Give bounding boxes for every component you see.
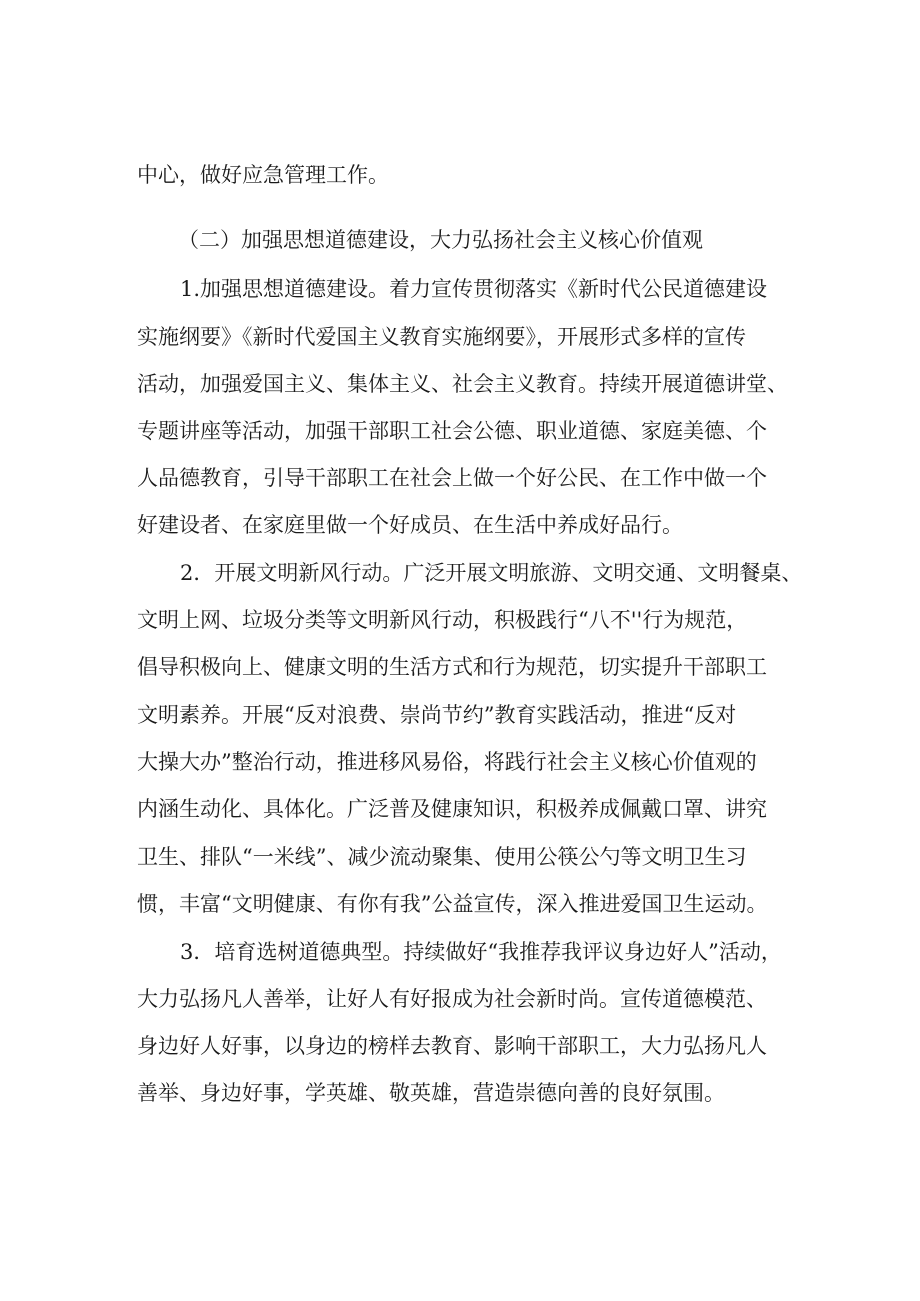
paragraph-3-line-2: 大力弘扬凡人善举，让好人有好报成为社会新时尚。宣传道德模范、 xyxy=(137,987,767,1011)
paragraph-2-line-4: 文明素养。开展“反对浪费、崇尚节约”教育实践活动，推进“反对 xyxy=(137,703,737,727)
paragraph-1-line-1: 1.加强思想道德建设。着力宣传贯彻落实《新时代公民道德建设 xyxy=(180,277,768,301)
paragraph-2-line-8: 惯，丰富“文明健康、有你有我”公益宣传，深入推进爱国卫生运动。 xyxy=(137,892,768,916)
paragraph-3-line-4: 善举、身边好事，学英雄、敬英雄，营造崇德向善的良好氛围。 xyxy=(137,1081,725,1105)
paragraph-3-line-1: 3．培育选树道德典型。持续做好“我推荐我评议身边好人”活动， xyxy=(180,940,782,964)
body-line-continuation: 中心，做好应急管理工作。 xyxy=(137,163,389,187)
paragraph-1-line-5: 人品德教育，引导干部职工在社会上做一个好公民、在工作中做一个 xyxy=(137,466,767,490)
section-heading: （二）加强思想道德建设，大力弘扬社会主义核心价值观 xyxy=(178,228,703,252)
paragraph-2-line-5: 大操大办”整治行动，推进移风易俗，将践行社会主义核心价值观的 xyxy=(137,750,757,774)
paragraph-1-line-2: 实施纲要》《新时代爱国主义教育实施纲要》，开展形式多样的宣传 xyxy=(137,325,746,349)
paragraph-1-line-3: 活动，加强爱国主义、集体主义、社会主义教育。持续开展道德讲堂、 xyxy=(137,372,788,396)
paragraph-3-line-3: 身边好人好事，以身边的榜样去教育、影响干部职工，大力弘扬凡人 xyxy=(137,1034,767,1058)
paragraph-2-line-7: 卫生、排队“一米线”、减少流动聚集、使用公筷公勺等文明卫生习 xyxy=(137,845,747,869)
paragraph-2-line-2: 文明上网、垃圾分类等文明新风行动，积极践行“八不''行为规范， xyxy=(137,608,748,632)
paragraph-2-line-6: 内涵生动化、具体化。广泛普及健康知识，积极养成佩戴口罩、讲究 xyxy=(137,797,767,821)
paragraph-1-line-6: 好建设者、在家庭里做一个好成员、在生活中养成好品行。 xyxy=(137,513,683,537)
paragraph-2-line-3: 倡导积极向上、健康文明的生活方式和行为规范，切实提升干部职工 xyxy=(137,655,767,679)
paragraph-2-line-1: 2．开展文明新风行动。广泛开展文明旅游、文明交通、文明餐桌、 xyxy=(180,561,803,585)
paragraph-1-line-4: 专题讲座等活动，加强干部职工社会公德、职业道德、家庭美德、个 xyxy=(137,419,767,443)
